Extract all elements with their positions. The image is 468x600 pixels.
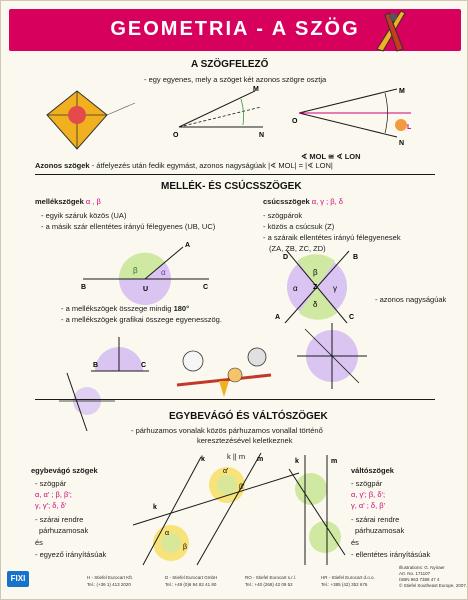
svg-text:A: A: [275, 314, 281, 321]
vertical-line4: (ZA, ZB, ZC, ZD): [269, 244, 326, 253]
vertical-line2: - közös a csúcsuk (Z): [263, 222, 335, 231]
congruent-and: és: [35, 538, 43, 547]
footer-credits4: © Stiefel Southeast Europe, 2007.: [399, 583, 468, 588]
svg-text:C: C: [349, 314, 355, 321]
svg-text:L: L: [407, 124, 412, 131]
adjacent-sum-line: - a mellékszögek összege mindig: [61, 304, 172, 313]
adjacent-complement: - a mellékszögek grafikai összege egyenesszög.: [61, 315, 222, 324]
bisector-diagram-1: [171, 85, 271, 149]
footer-credits3: ISBN 963 7388 47 4: [399, 577, 440, 582]
seesaw-illustration: [171, 335, 279, 399]
vertical-line1: - szögpárok: [263, 211, 303, 220]
parallel-notation: k || m: [227, 452, 246, 461]
adjacent-label: mellékszögek: [35, 197, 84, 206]
congruent-pair1: α, α' ; β, β';: [35, 490, 72, 499]
vertical-line3: - a száraik ellentétes irányú félegyenesek: [263, 233, 401, 242]
svg-text:C: C: [203, 284, 209, 291]
svg-text:β: β: [183, 544, 188, 551]
vertical-title: [263, 197, 343, 207]
svg-text:M: M: [399, 88, 405, 95]
divider: [35, 174, 435, 175]
footer-credits2: Art. No. 171107: [399, 571, 431, 576]
svg-text:B: B: [353, 254, 359, 261]
footer-de: D - Stiefel Eurocart GmbH: [165, 575, 218, 580]
svg-text:D: D: [283, 254, 289, 261]
congruent-arms1: - szárai rendre: [35, 515, 84, 524]
vertical-label: csúcsszögek: [263, 197, 310, 206]
alternate-pair2: γ, α' ; δ, β': [351, 501, 386, 510]
bisector-diagram-2: [293, 85, 423, 149]
svg-text:α: α: [293, 284, 298, 293]
congruent-direction: - egyező irányításúak: [35, 550, 107, 559]
svg-text:m: m: [257, 456, 264, 463]
congruent-label: egybevágó szögek: [31, 466, 98, 475]
bisector-congruence: ∢ MOL ≅ ∢ LON: [301, 152, 361, 161]
adjacent-symbols: α , β: [85, 197, 101, 206]
svg-text:α: α: [165, 530, 170, 537]
adjacent-line1: - egyik száruk közös (UA): [41, 211, 127, 220]
congruent-alternate-line2: keresztezésével keletkeznek: [197, 436, 293, 445]
alternate-angle-diagram: [287, 455, 347, 565]
page-title: GEOMETRIA - A SZÖG: [110, 18, 360, 40]
alternate-direction: - ellentétes irányításúak: [351, 550, 431, 559]
congruent-arms2: párhuzamosak: [39, 526, 89, 535]
svg-text:B: B: [81, 284, 87, 291]
fixi-logo: FIXI: [7, 571, 29, 587]
svg-text:O: O: [292, 118, 298, 125]
footer-hr: HR - Stiefel Eurocart d.o.o.: [321, 575, 375, 580]
congruent-angle-diagram: [131, 451, 301, 567]
pencil-compass-icon: [371, 5, 421, 55]
congruent-pair2: γ, γ'; δ, δ': [35, 501, 67, 510]
svg-text:A: A: [185, 242, 191, 249]
equal-angles-label: Azonos szögek: [35, 161, 90, 170]
vertical-symbols: α, γ ; β, δ: [311, 197, 343, 206]
adjacent-angle-diagram: [79, 233, 213, 299]
svg-text:k: k: [153, 504, 157, 511]
adjacent-vertical-heading: MELLÉK- ÉS CSÚCSSZÖGEK: [161, 181, 302, 192]
svg-text:B: B: [93, 362, 99, 369]
bisector-heading: A SZÖGFELEZŐ: [191, 59, 269, 70]
svg-text:α: α: [161, 268, 166, 277]
vertical-angle-diagram-2: [293, 321, 371, 391]
svg-text:β: β: [133, 266, 138, 275]
alternate-arms1: - szárai rendre: [351, 515, 400, 524]
equal-angles-formula: |∢ MOL| = |∢ LON|: [268, 161, 333, 170]
footer-hr-tel: Tel.: +385 (42) 352 676: [321, 582, 368, 587]
congruent-alternate-heading: EGYBEVÁGÓ ÉS VÁLTÓSZÖGEK: [169, 411, 328, 422]
divider: [35, 399, 435, 400]
svg-text:k: k: [201, 456, 205, 463]
footer-hu-tel: Tel.: (+36 1) 413 2020: [87, 582, 131, 587]
svg-text:γ: γ: [333, 284, 337, 293]
adjacent-sum-value: 180°: [173, 304, 190, 313]
vertical-angle-diagram: [257, 253, 371, 323]
acute-angle-diagram: [57, 371, 117, 433]
footer-de-tel: Tel.: +49 (0)6 94 82 41 80: [165, 582, 217, 587]
svg-text:M: M: [253, 86, 259, 93]
equal-angles-text: - átfelyezés után fedik egymást, azonos nagyságúak: [91, 161, 266, 170]
footer-credits1: Illustrations: G. Nyiraer: [399, 565, 445, 570]
svg-text:U: U: [143, 286, 149, 293]
alternate-pair1: α, γ'; β, δ';: [351, 490, 386, 499]
svg-text:β': β': [239, 484, 245, 491]
svg-text:N: N: [399, 140, 405, 147]
svg-text:m: m: [331, 458, 338, 465]
svg-text:Z: Z: [313, 284, 318, 291]
svg-text:N: N: [259, 132, 265, 139]
footer-ro-tel: Tel.: +40 (268) 42 09 52: [245, 582, 293, 587]
svg-text:β: β: [313, 268, 318, 277]
alternate-pairs-label: - szögpár: [351, 479, 383, 488]
svg-text:O: O: [173, 132, 179, 139]
footer-ro: RO - Stiefel Eurocart s.r.l.: [245, 575, 297, 580]
svg-text:k: k: [295, 458, 299, 465]
adjacent-sum: [61, 304, 189, 314]
adjacent-line2: - a másik szár ellentétes irányú félegyenes (UB, UC): [41, 222, 216, 231]
svg-text:C: C: [141, 362, 147, 369]
congruent-alternate-line1: - párhuzamos vonalak közös párhuzamos vonallal történő: [131, 426, 323, 435]
vertical-equal: - azonos nagyságúak: [375, 295, 447, 304]
adjacent-title: [35, 197, 101, 207]
alternate-and: és: [351, 538, 359, 547]
equal-angles-line: [35, 161, 333, 171]
svg-text:δ: δ: [313, 300, 318, 309]
alternate-label: váltószögek: [351, 466, 394, 475]
kite-illustration: [37, 85, 137, 151]
alternate-arms2: párhuzamosak: [355, 526, 405, 535]
footer-hu: H - Stiefel Eurocart Kft.: [87, 575, 134, 580]
congruent-pairs-label: - szögpár: [35, 479, 67, 488]
svg-text:α': α': [223, 468, 229, 475]
bisector-definition: - egy egyenes, mely a szöget két azonos szögre osztja: [144, 75, 327, 84]
